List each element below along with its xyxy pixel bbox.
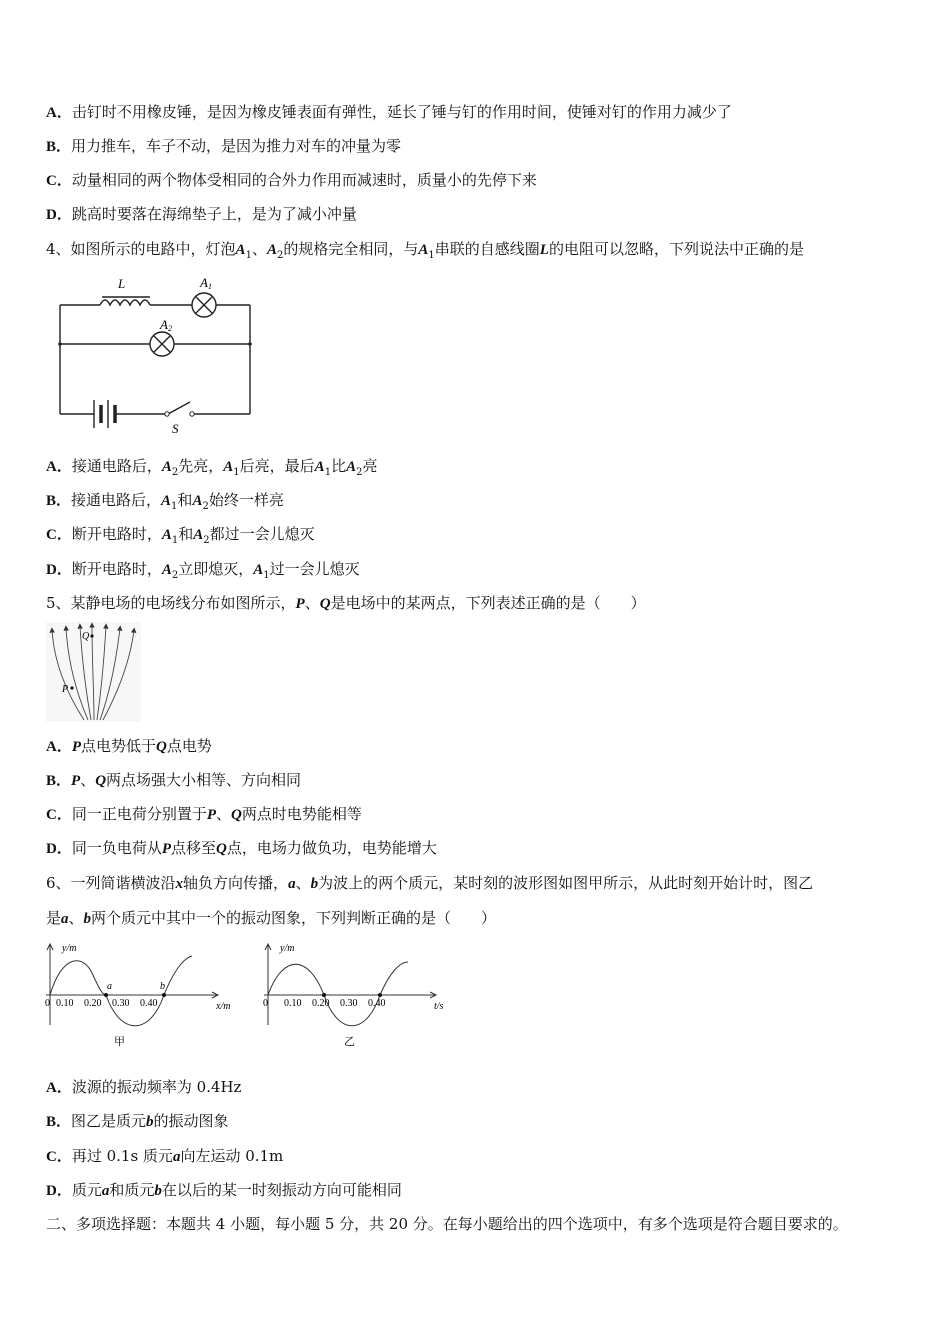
jia-point-a: a	[107, 981, 112, 992]
jia-origin: 0	[45, 998, 50, 1009]
yi-tick-3: 0.30	[340, 998, 358, 1009]
point-p-label: P	[62, 684, 69, 695]
q6-stem-line2: 是a、b两个质元中其中一个的振动图象，下列判断正确的是（ ）	[46, 909, 497, 927]
yi-tick-4: 0.40	[368, 998, 386, 1009]
q5-option-c: C．同一正电荷分别置于P、Q两点时电势能相等	[46, 805, 362, 823]
switch	[168, 402, 190, 414]
jia-caption: 甲	[114, 1036, 125, 1048]
q4-option-a: A．接通电路后，$A_2$先亮，$A_1$后亮，最后$A_1$比$A_2$亮	[46, 457, 378, 478]
q5-option-a: A．P点电势低于Q点电势	[46, 737, 212, 755]
field-lines-diagram	[46, 622, 141, 722]
q4-option-b: B．接通电路后，$A_1$和$A_2$始终一样亮	[46, 491, 284, 512]
yi-ylabel: y/m	[280, 943, 295, 954]
q6-option-a: A．波源的振动频率为 0.4Hz	[46, 1078, 242, 1096]
jia-tick-4: 0.40	[140, 998, 158, 1009]
switch-label: S	[172, 421, 179, 436]
yi-xlabel: t/s	[434, 1001, 444, 1012]
q6-option-c: C．再过 0.1s 质元a向左运动 0.1m	[46, 1147, 284, 1165]
q3-option-c: C．动量相同的两个物体受相同的合外力作用而减速时，质量小的先停下来	[46, 171, 537, 189]
q5-option-b: B．P、Q两点场强大小相等、方向相同	[46, 771, 302, 789]
yi-origin: 0	[263, 998, 268, 1009]
yi-tick-1: 0.10	[284, 998, 302, 1009]
yi-caption: 乙	[344, 1036, 355, 1048]
lamp1-label: A1	[200, 275, 212, 291]
lamp-a1	[192, 293, 216, 317]
point-q-label: Q	[82, 631, 90, 642]
q3-option-a: A．击钉时不用橡皮锤，是因为橡皮锤表面有弹性，延长了锤与钉的作用时间，使锤对钉的作用力减少了	[46, 103, 732, 121]
jia-ylabel: y/m	[62, 943, 77, 954]
jia-tick-1: 0.10	[56, 998, 74, 1009]
section-2-heading: 二、多项选择题：本题共 4 小题，每小题 5 分，共 20 分。在每小题给出的四个选项中，有多个选项是符合题目要求的。	[46, 1215, 848, 1233]
q3-option-b: B．用力推车，车子不动，是因为推力对车的冲量为零	[46, 137, 402, 155]
q4-option-d: D．断开电路时，$A_2$立即熄灭，$A_1$过一会儿熄灭	[46, 560, 360, 581]
wave-graph-jia	[40, 940, 240, 1052]
q5-stem: 5、某静电场的电场线分布如图所示，P、Q是电场中的某两点，下列表述正确的是（ ）	[46, 594, 646, 612]
jia-tick-2: 0.20	[84, 998, 102, 1009]
coil-label: L	[118, 276, 126, 291]
q6-option-d: D．质元a和质元b在以后的某一时刻振动方向可能相同	[46, 1181, 402, 1199]
jia-xlabel: x/m	[216, 1001, 231, 1012]
q6-stem-line1: 6、一列简谐横波沿x轴负方向传播，a、b为波上的两个质元，某时刻的波形图如图甲所示，从此时刻开始计时，图乙	[46, 874, 814, 892]
q6-option-b: B．图乙是质元b的振动图象	[46, 1112, 229, 1130]
inductor-coil	[100, 300, 150, 305]
q5-option-d: D．同一负电荷从P点移至Q点，电场力做负功，电势能增大	[46, 839, 437, 857]
q4-stem: 4、如图所示的电路中，灯泡$A_1$、$A_2$的规格完全相同，与$A_1$串联的自感线圈L的电阻可以忽略，下列说法中正确的是	[46, 240, 804, 261]
q4-option-c: C．断开电路时，$A_1$和$A_2$都过一会儿熄灭	[46, 525, 315, 546]
vibration-graph-yi	[258, 940, 458, 1052]
jia-point-b: b	[160, 981, 165, 992]
lamp-a2	[150, 332, 174, 356]
yi-tick-2: 0.20	[312, 998, 330, 1009]
q3-option-d: D．跳高时要落在海绵垫子上，是为了减小冲量	[46, 205, 357, 223]
lamp2-label: A2	[160, 317, 172, 333]
jia-tick-3: 0.30	[112, 998, 130, 1009]
circuit-diagram	[50, 272, 260, 442]
